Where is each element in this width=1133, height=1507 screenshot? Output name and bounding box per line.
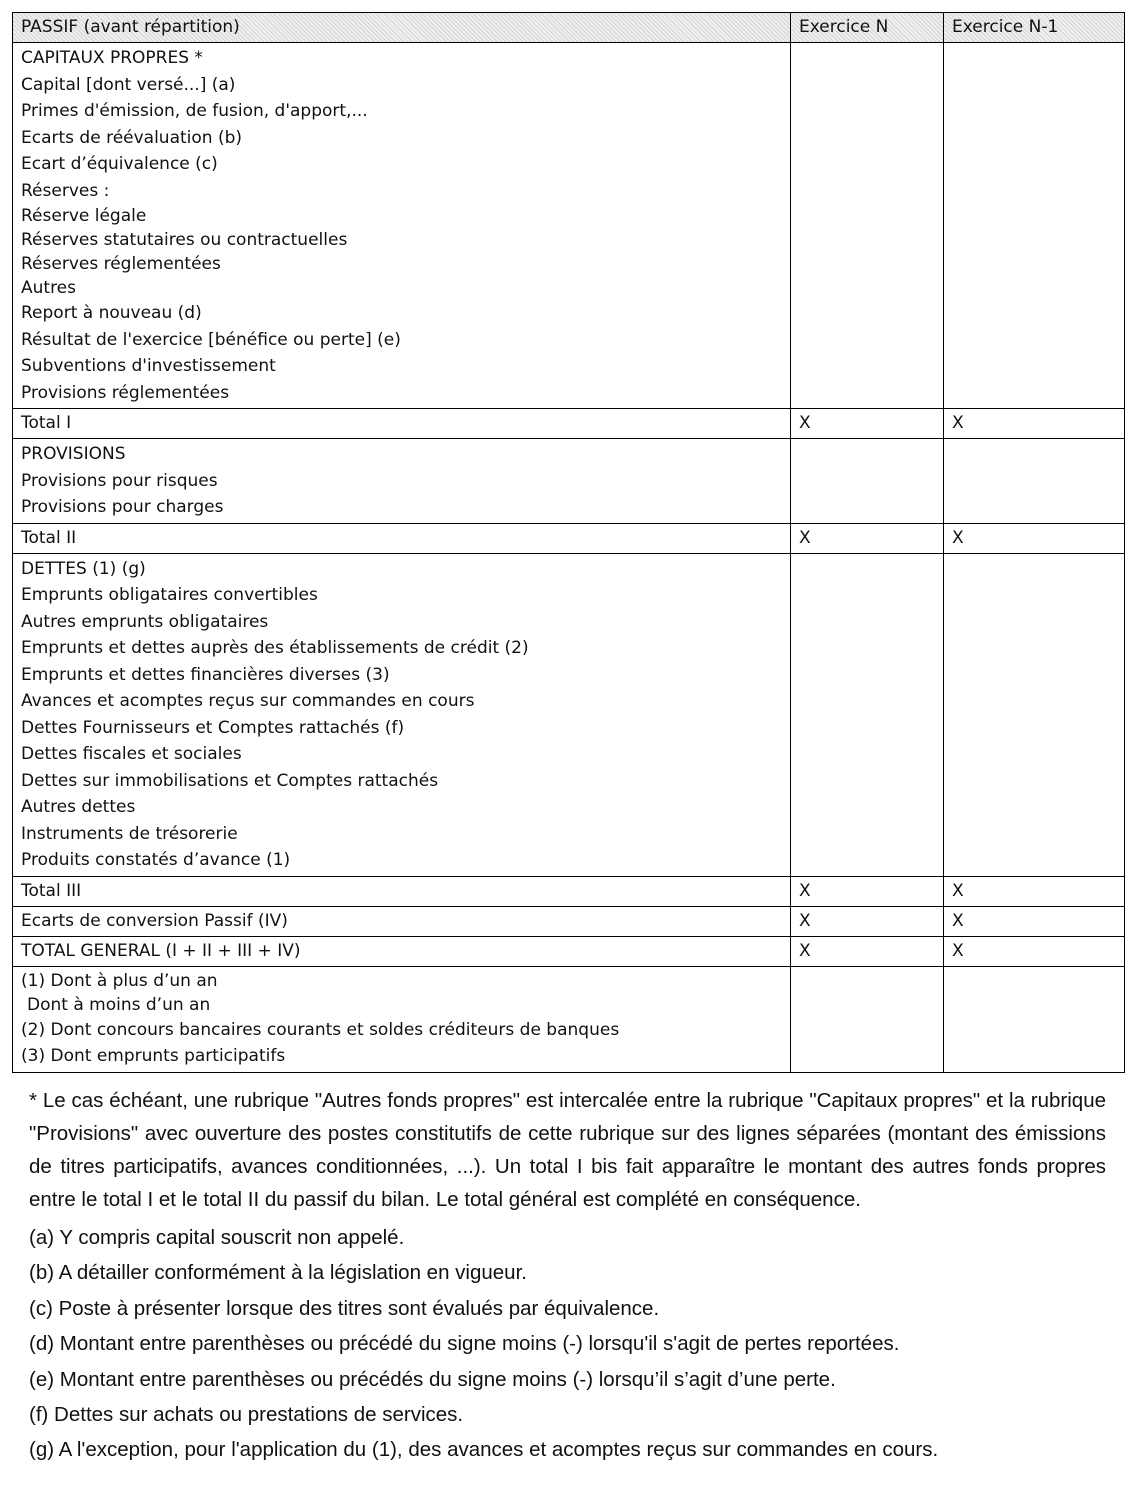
total-iii-n1-value: X: [952, 880, 964, 901]
provisions-items: [13, 439, 791, 524]
dettes-items: [13, 553, 791, 876]
capitaux-propres-items: [13, 43, 791, 409]
section-capitaux-propres: [13, 43, 1125, 409]
total-general-n-value: X: [799, 940, 811, 961]
total-general-n: [791, 936, 944, 966]
total-i-text: Total I: [21, 413, 72, 433]
table-notes-n-cell: [791, 966, 944, 1072]
total-ii-n-value: X: [799, 527, 811, 548]
footnote-f: (f) Dettes sur achats ou prestations de services.: [29, 1403, 464, 1427]
table-row-label: Avances et acomptes reçus sur commandes en cours: [21, 691, 475, 711]
total-general-n1-value: X: [952, 940, 964, 961]
section-provisions: [13, 439, 1125, 524]
row-table-notes: [13, 966, 1125, 1072]
row-total-i: [13, 409, 1125, 439]
header-exercice-n1-label: Exercice N-1: [952, 17, 1059, 37]
table-row-label: Provisions pour risques: [21, 470, 218, 491]
provisions-n1-cell: [944, 439, 1125, 524]
table-notes-n1-cell: [944, 966, 1125, 1072]
table-row-label: Emprunts et dettes financières diverses (3): [21, 664, 390, 685]
table-row-label: Ecarts de réévaluation (b): [21, 127, 243, 148]
table-row-label: Emprunts et dettes auprès des établissements de crédit (2): [21, 638, 529, 658]
table-row-label: Ecart d’équivalence (c): [21, 154, 218, 174]
table-note: (1) Dont à plus d’un an: [21, 970, 218, 991]
total-ii-n1-value: X: [952, 527, 964, 548]
footnote-a: (a) Y compris capital souscrit non appelé.: [29, 1226, 405, 1249]
total-ii-label: [13, 523, 791, 553]
passif-balance-sheet-table: [12, 12, 1125, 1073]
capitaux-propres-n-cell: [791, 43, 944, 409]
table-row-label: DETTES (1) (g): [21, 558, 146, 579]
footnote-g: (g) A l'exception, pour l'application du (1), des avances et acomptes reçus sur commandes en cours.: [29, 1438, 939, 1462]
table-note: Dont à moins d’un an: [27, 994, 211, 1015]
total-i-n1: [944, 409, 1125, 439]
header-exercice-n: [791, 13, 944, 43]
table-row-label: PROVISIONS: [21, 444, 126, 464]
total-i-n-value: X: [799, 413, 811, 433]
footnote-b: (b) A détailler conformément à la législation en vigueur.: [29, 1261, 527, 1285]
total-iii-n-value: X: [799, 880, 811, 901]
total-general-text: TOTAL GENERAL (I + II + III + IV): [21, 940, 301, 961]
footnotes: [29, 1084, 1106, 1468]
table-row-label: Réserve légale: [21, 206, 147, 226]
table-row-label: Instruments de trésorerie: [21, 823, 238, 844]
row-ecarts-conversion: [13, 906, 1125, 936]
ecarts-n1: [944, 906, 1125, 936]
table-row-label: Report à nouveau (d): [21, 303, 202, 323]
total-general-label: [13, 936, 791, 966]
table-row-label: Réserves :: [21, 180, 110, 201]
total-i-n1-value: X: [952, 413, 964, 433]
total-i-label: [13, 409, 791, 439]
table-note: (2) Dont concours bancaires courants et soldes créditeurs de banques: [21, 1019, 620, 1040]
table-row-label: Primes d'émission, de fusion, d'apport,...: [21, 101, 368, 121]
section-dettes: [13, 553, 1125, 876]
table-row-label: Autres dettes: [21, 797, 136, 817]
ecarts-n1-value: X: [952, 910, 964, 931]
table-row-label: Provisions réglementées: [21, 382, 230, 403]
footnote-e: (e) Montant entre parenthèses ou précédés du signe moins (-) lorsqu’il s’agit d’une perte.: [29, 1367, 836, 1391]
row-total-general: [13, 936, 1125, 966]
table-row-label: Provisions pour charges: [21, 497, 224, 517]
table-row-label: Produits constatés d’avance (1): [21, 850, 291, 870]
total-general-n1: [944, 936, 1125, 966]
table-row-label: Subventions d'investissement: [21, 356, 276, 376]
row-total-iii: [13, 876, 1125, 906]
table-row-label: Autres: [21, 278, 77, 298]
ecarts-n-value: X: [799, 910, 811, 931]
header-passif-label: PASSIF (avant répartition): [21, 17, 240, 37]
dettes-n-cell: [791, 553, 944, 876]
capitaux-propres-n1-cell: [944, 43, 1125, 409]
ecarts-label: [13, 906, 791, 936]
table-row-label: Réserves réglementées: [21, 254, 221, 274]
row-total-ii: [13, 523, 1125, 553]
total-iii-n: [791, 876, 944, 906]
total-iii-text: Total III: [21, 880, 82, 901]
table-row-label: Résultat de l'exercice [bénéfice ou perte] (e): [21, 329, 401, 350]
table-header-row: [13, 13, 1125, 43]
header-exercice-n-label: Exercice N: [799, 17, 889, 37]
total-ii-text: Total II: [21, 527, 77, 548]
total-ii-n: [791, 523, 944, 553]
dettes-n1-cell: [944, 553, 1125, 876]
ecarts-text: Ecarts de conversion Passif (IV): [21, 910, 288, 931]
header-exercice-n1: [944, 13, 1125, 43]
footnote-star: * Le cas échéant, une rubrique "Autres fonds propres" est intercalée entre la rubrique "Capitaux propres" et la rubrique "Provisions" avec ouverture des postes constitutifs de cette rubrique sur des lignes séparées (montant des émissions de titres participatifs, avances conditionnées, ...). Un total I bis fait apparaître le montant des autres fonds propres entre le total I et le total II du passif du bilan. Le total général est complété en conséquence.: [29, 1089, 1106, 1211]
ecarts-n: [791, 906, 944, 936]
total-i-n: [791, 409, 944, 439]
total-ii-n1: [944, 523, 1125, 553]
footnote-d: (d) Montant entre parenthèses ou précédé du signe moins (-) lorsqu'il s'agit de pertes reportées.: [29, 1332, 900, 1356]
total-iii-n1: [944, 876, 1125, 906]
table-row-label: Dettes fiscales et sociales: [21, 744, 242, 764]
table-row-label: CAPITAUX PROPRES *: [21, 48, 203, 68]
table-note: (3) Dont emprunts participatifs: [21, 1046, 286, 1066]
table-row-label: Réserves statutaires ou contractuelles: [21, 230, 348, 250]
table-row-label: Emprunts obligataires convertibles: [21, 585, 318, 605]
table-row-label: Autres emprunts obligataires: [21, 611, 269, 632]
table-row-label: Dettes sur immobilisations et Comptes rattachés: [21, 770, 439, 791]
table-row-label: Dettes Fournisseurs et Comptes rattachés (f): [21, 717, 405, 738]
header-passif: [13, 13, 791, 43]
total-iii-label: [13, 876, 791, 906]
table-row-label: Capital [dont versé...] (a): [21, 74, 236, 95]
provisions-n-cell: [791, 439, 944, 524]
table-notes-items: [13, 966, 791, 1072]
footnote-c: (c) Poste à présenter lorsque des titres sont évalués par équivalence.: [29, 1296, 660, 1320]
